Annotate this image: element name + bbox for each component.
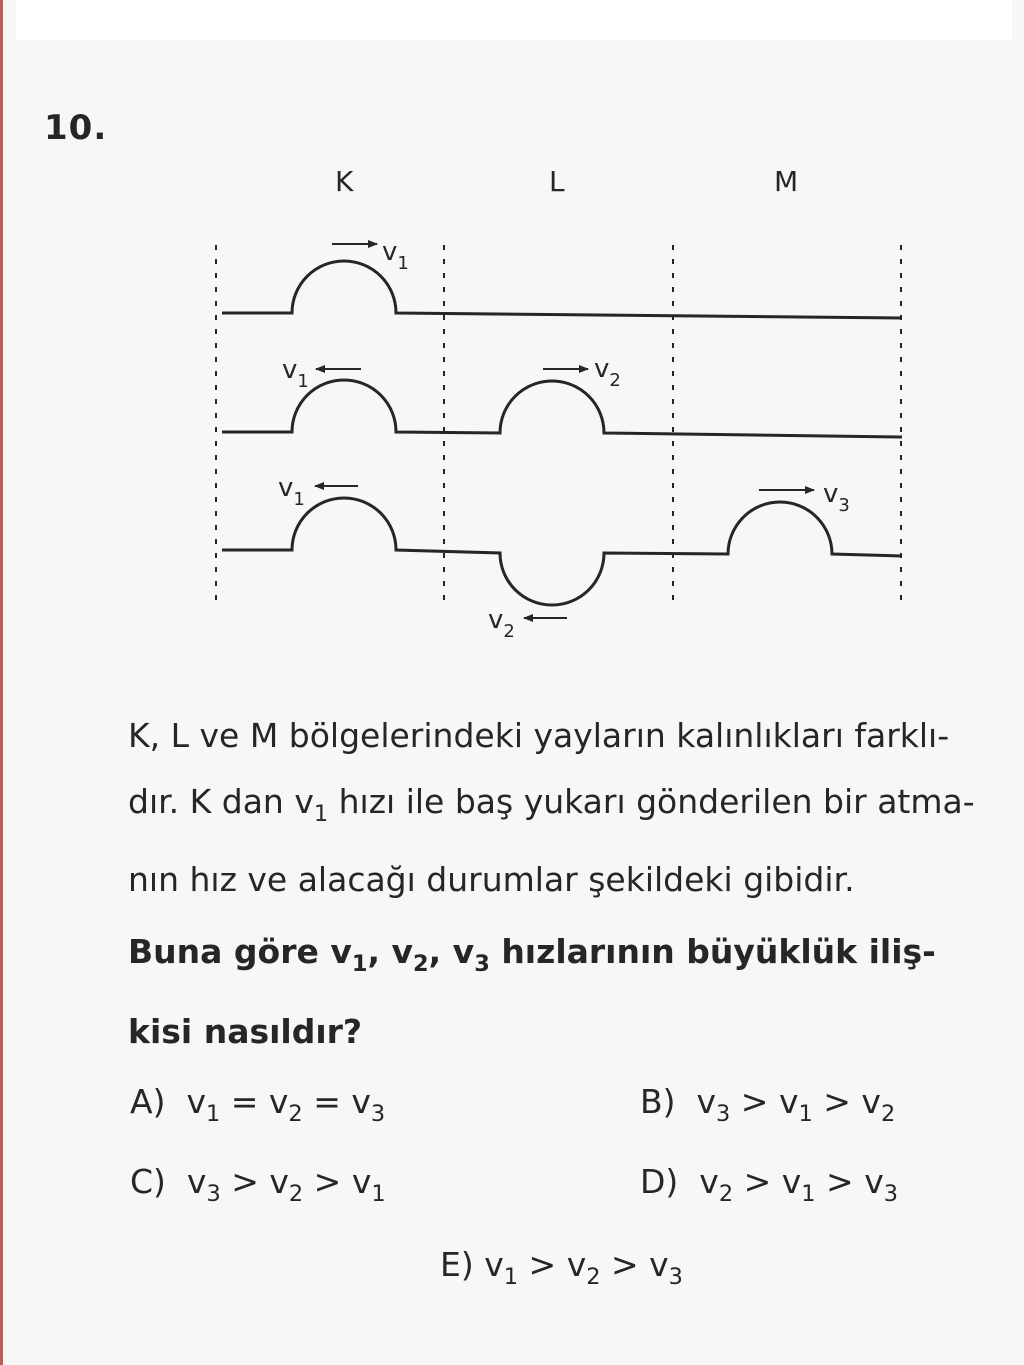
spring-pulse-figure — [180, 225, 920, 650]
region-label-l: L — [549, 165, 565, 198]
region-label-m: M — [774, 165, 799, 198]
spring-row-3 — [222, 498, 902, 605]
spring-row-1 — [222, 261, 902, 318]
label-row3-bottom: $v_2$ — [488, 605, 515, 642]
label-row3-right: $v_3$ — [823, 479, 850, 516]
region-label-k: K — [335, 165, 354, 198]
question-text — [128, 918, 998, 1066]
label-row2-left: $v_1$ — [282, 355, 309, 392]
problem-line-3: nın hız ve alacağı durumlar şekildeki gibidir. — [128, 859, 855, 899]
option-d[interactable]: D) $v_2 > v_1 > v_3$ — [640, 1162, 898, 1207]
top-bar — [16, 0, 1012, 40]
problem-line-2: dır. K dan $v_1$ hızı ile baş yukarı gönderilen bir atma- — [128, 782, 975, 827]
problem-text — [128, 703, 998, 913]
region-boundaries — [216, 245, 901, 608]
label-row3-left: $v_1$ — [278, 473, 305, 510]
option-e[interactable]: E) $v_1 > v_2 > v_3$ — [440, 1245, 683, 1290]
option-b[interactable]: B) $v_3 > v_1 > v_2$ — [640, 1082, 896, 1127]
question-line-1: Buna göre $v_1$, $v_2$, $v_3$ hızlarının büyüklük iliş- — [128, 932, 936, 977]
spring-row-2 — [222, 380, 902, 437]
option-c[interactable]: C) $v_3 > v_2 > v_1$ — [130, 1162, 386, 1207]
problem-line-1: K, L ve M bölgelerindeki yayların kalınlıkları farklı- — [128, 716, 950, 755]
question-number: 10. — [44, 108, 108, 148]
left-edge-line — [0, 0, 3, 1365]
option-a[interactable]: A) $v_1 = v_2 = v_3$ — [130, 1082, 386, 1127]
label-row1: $v_1$ — [382, 237, 409, 274]
label-row2-right: $v_2$ — [594, 354, 621, 391]
question-line-2: kisi nasıldır? — [128, 1011, 363, 1051]
